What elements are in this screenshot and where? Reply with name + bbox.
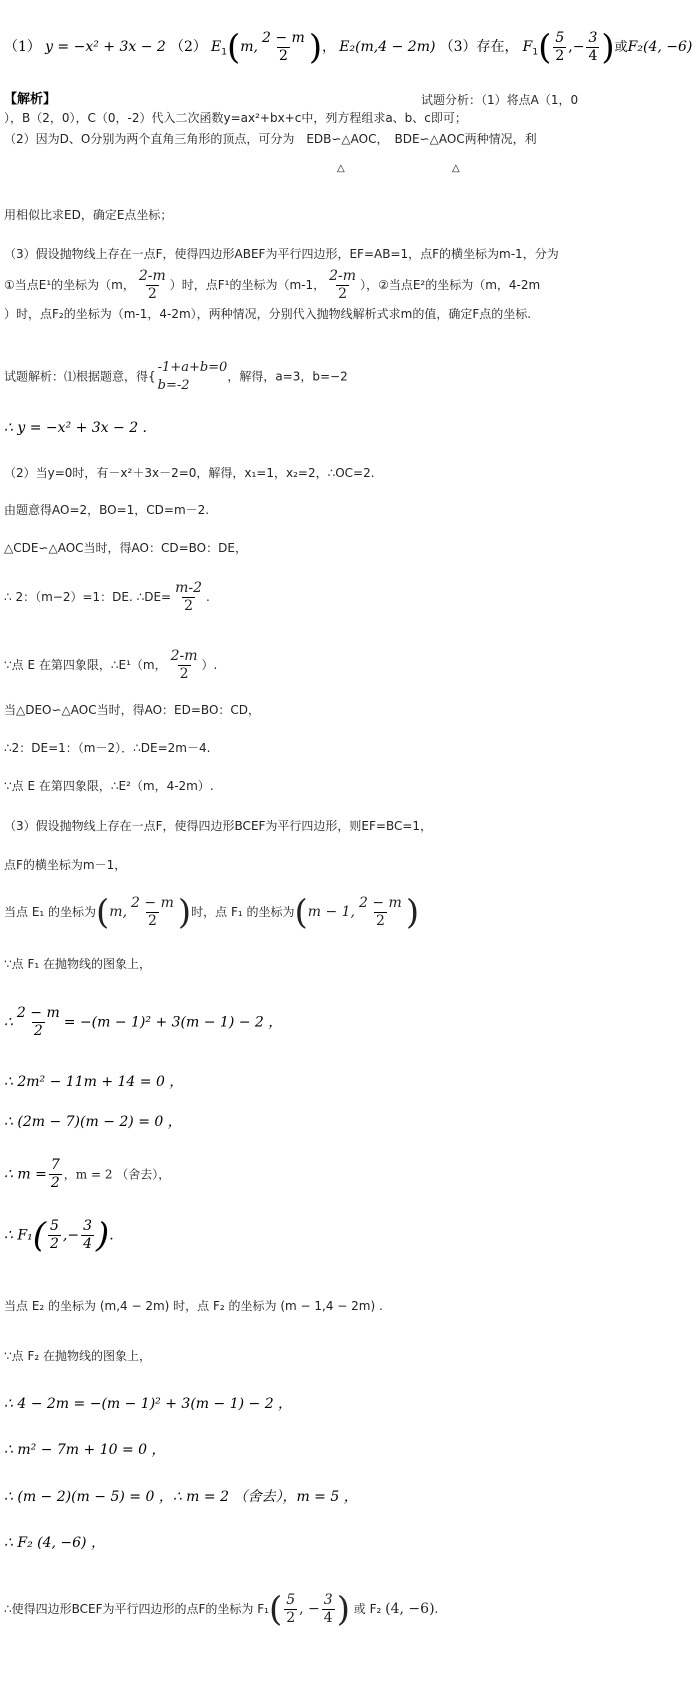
open-paren: ( — [294, 892, 308, 933]
solution-line15 — [4, 1005, 282, 1040]
s6-fraction — [173, 580, 204, 615]
s26-separator: , − — [299, 1601, 320, 1617]
solution-line16: ∴ 2m² − 11m + 14 = 0 ， — [4, 1074, 184, 1090]
s15-fraction — [15, 1005, 62, 1040]
line6-frac1-num: 2-m — [138, 268, 166, 284]
solution-line13 — [4, 892, 420, 933]
s13-num1: 2 − m — [131, 895, 174, 911]
line6-part-a: ①当点E¹的坐标为（m， — [4, 278, 135, 292]
analysis-line3: （2）因为D、O分别为两个直角三角形的顶点，可分为 EDB∽△AOC， BDE∽△AOC两种情况，利 — [4, 132, 537, 146]
f2-coordinate: F₂(4, −6) — [627, 39, 692, 55]
solution-line11: （3）假设抛物线上存在一点F，使得四边形BCEF为平行四边形，则EF=BC=1， — [4, 819, 433, 833]
s19-part-a: ∴ F₁ — [4, 1227, 33, 1244]
answer-summary — [4, 27, 692, 68]
solution-line9: ∴2：DE=1：（m－2）．∴DE=2m－4. — [4, 741, 211, 755]
line6-part-b: ）时，点F¹的坐标为（m-1， — [169, 278, 326, 292]
e1-label: E — [211, 39, 222, 55]
solution-line18 — [4, 1157, 170, 1192]
e2-coordinate: E₂(m,4 − 2m) — [339, 39, 436, 55]
s19-frac-x — [48, 1218, 61, 1253]
s13-part-a: 当点 E₁ 的坐标为 — [4, 905, 97, 919]
open-paren: ( — [538, 27, 552, 68]
system-eq1: -1+a+b=0 — [157, 360, 228, 375]
part2-label: （2） — [169, 39, 207, 55]
solution-line8: 当△DEO∽△AOC当时，得AO：ED=BO：CD， — [4, 703, 261, 717]
system-eq2: b=-2 — [157, 378, 190, 393]
solution-line22: ∴ 4 − 2m = −(m − 1)² + 3(m − 1) − 2 ， — [4, 1396, 293, 1412]
triangle-symbol: △ — [452, 163, 460, 174]
part3-label: （3）存在， — [439, 39, 519, 55]
close-paren: ) — [336, 1589, 350, 1630]
analysis-line2: ），B（2，0），C（0，-2）代入二次函数y=ax²+bx+c中，列方程组求a、b、c即可； — [4, 111, 467, 125]
s13-den2: 2 — [375, 913, 385, 929]
f1-frac-x — [553, 30, 566, 65]
e1-fraction — [260, 30, 307, 65]
equation-system — [158, 359, 228, 395]
s19-y-num: 3 — [83, 1218, 92, 1234]
therefore-symbol: ∴ — [4, 1014, 13, 1031]
s7-part-b: ）. — [201, 658, 218, 672]
s19-separator: ,− — [62, 1227, 80, 1244]
s7-num: 2-m — [170, 648, 198, 664]
solution-line20: 当点 E₂ 的坐标为 (m,4 − 2m) 时，点 F₂ 的坐标为 (m − 1,4 − 2m) . — [4, 1299, 383, 1313]
close-paren: ) — [601, 27, 615, 68]
e1-m: m, — [240, 39, 258, 55]
e1-denominator: 2 — [278, 48, 288, 64]
s26-end: . — [434, 1602, 439, 1616]
s18-num: 7 — [50, 1157, 60, 1173]
s18-part-b: ，m = 2 （舍去）， — [63, 1167, 171, 1182]
line6-frac2 — [327, 268, 358, 303]
s15-num: 2 − m — [16, 1005, 60, 1021]
s15-den: 2 — [33, 1023, 43, 1039]
f1-subscript: 1 — [532, 47, 539, 58]
s7-part-a: ∵点 E 在第四象限，∴E¹（m， — [4, 658, 167, 672]
analysis-line1: 试题分析：（1）将点A（1，0 — [421, 93, 579, 107]
line6-frac2-den: 2 — [338, 286, 348, 302]
s1-part-a: 试题解析：⑴根据题意，得{ — [4, 369, 156, 384]
s19-frac-y — [81, 1218, 94, 1253]
solution-line10: ∵点 E 在第四象限，∴E²（m，4-2m）. — [4, 779, 214, 793]
close-paren: ) — [177, 892, 192, 933]
line6-part-c: ），②当点E²的坐标为（m，4-2m — [360, 278, 541, 292]
s19-y-den: 4 — [83, 1236, 92, 1252]
s19-x-num: 5 — [49, 1218, 59, 1234]
triangle-symbol: △ — [337, 163, 345, 174]
s19-part-b: . — [109, 1227, 114, 1244]
e1-subscript: 1 — [221, 47, 227, 58]
f1-y-den: 4 — [588, 48, 598, 64]
s26-part-a: ∴使得四边形BCEF为平行四边形的点F的坐标为 F₁ — [4, 1602, 269, 1616]
s6-num: m-2 — [175, 580, 203, 596]
comma: ， — [322, 40, 336, 55]
parabola-equation: y = −x² + 3x − 2 — [45, 39, 166, 55]
solution-line7 — [4, 648, 217, 683]
close-paren: ) — [308, 27, 323, 68]
solution-line4: 由题意得AO=2，BO=1，CD=m－2. — [4, 503, 210, 517]
s6-den: 2 — [184, 598, 194, 614]
s18-den: 2 — [50, 1175, 60, 1191]
open-paren: ( — [32, 1215, 46, 1256]
solution-line1 — [4, 359, 348, 395]
solution-line6 — [4, 580, 210, 615]
analysis-line7: ）时，点F₂的坐标为（m-1，4-2m），两种情况，分别代入抛物线解析式求m的值，确定F点的坐标. — [4, 307, 532, 321]
solution-line14: ∵点 F₁ 在抛物线的图象上， — [4, 957, 151, 971]
s13-fraction1 — [129, 895, 176, 930]
f1-x-num: 5 — [555, 30, 565, 46]
s26-x-num: 5 — [286, 1592, 296, 1608]
s26-frac-y — [322, 1592, 335, 1627]
solution-line24: ∴ (m − 2)(m − 5) = 0 ，∴ m = 2 （舍去），m = 5 ， — [4, 1489, 358, 1505]
close-paren: ) — [405, 892, 420, 933]
s13-num2: 2 − m — [359, 895, 402, 911]
open-paren: ( — [96, 892, 110, 933]
s26-y-num: 3 — [323, 1592, 333, 1608]
line6-frac1-den: 2 — [147, 286, 157, 302]
s7-den: 2 — [179, 666, 189, 682]
s19-x-den: 2 — [49, 1236, 59, 1252]
s26-frac-x — [284, 1592, 297, 1627]
s15-part-b: = −(m − 1)² + 3(m − 1) − 2 ， — [63, 1014, 283, 1031]
s18-part-a: ∴ m = — [4, 1166, 47, 1183]
s1-part-b: ，解得，a=3，b=−2 — [227, 369, 348, 384]
s13-fraction2 — [357, 895, 404, 930]
open-paren: ( — [268, 1589, 283, 1630]
f1-separator: ,− — [568, 39, 585, 55]
f1-y-num: 3 — [588, 30, 598, 46]
s6-part-b: . — [206, 590, 210, 604]
s26-x-den: 2 — [286, 1610, 296, 1626]
s13-part-b: 时，点 F₁ 的坐标为 — [191, 905, 295, 919]
analysis-line6 — [4, 268, 540, 303]
s13-m1: m − 1, — [307, 904, 355, 920]
analysis-line5: （3）假设抛物线上存在一点F，使得四边形ABEF为平行四边形，EF=AB=1，点F的横坐标为m-1，分为 — [4, 247, 559, 261]
part1-label: （1） — [4, 39, 41, 55]
or-text: 或 — [614, 40, 628, 55]
solution-line21: ∵点 F₂ 在抛物线的图象上， — [4, 1349, 151, 1363]
s6-part-a: ∴ 2：（m−2）=1：DE. ∴DE= — [4, 590, 172, 604]
s26-y-den: 4 — [323, 1610, 333, 1626]
f1-label: F — [522, 39, 533, 55]
f1-x-den: 2 — [555, 48, 565, 64]
solution-line25: ∴ F₂ (4, −6) ， — [4, 1535, 105, 1551]
analysis-heading: 【解析】 — [4, 92, 57, 107]
f2-final: (4, −6) — [385, 1601, 435, 1617]
s18-fraction — [49, 1157, 62, 1192]
s26-part-b: 或 F₂ — [353, 1602, 382, 1616]
solution-line2: ∴ y = −x² + 3x − 2 . — [4, 420, 148, 436]
solution-line19 — [4, 1215, 114, 1256]
analysis-line4: 用相似比求ED，确定E点坐标； — [4, 208, 173, 222]
line6-frac2-num: 2-m — [329, 268, 357, 284]
f1-frac-y — [586, 30, 599, 65]
solution-line26 — [4, 1589, 439, 1630]
e1-numerator: 2 − m — [261, 30, 305, 46]
solution-line17: ∴ (2m − 7)(m − 2) = 0 ， — [4, 1114, 182, 1130]
close-paren: ) — [95, 1215, 110, 1256]
s7-fraction — [169, 648, 200, 683]
solution-line23: ∴ m² − 7m + 10 = 0 ， — [4, 1442, 166, 1458]
solution-line12: 点F的横坐标为m－1， — [4, 858, 127, 872]
s13-m: m, — [109, 904, 128, 920]
solution-line3: （2）当y=0时，有－x²＋3x－2=0，解得，x₁=1，x₂=2，∴OC=2. — [4, 466, 375, 480]
open-paren: ( — [226, 27, 241, 68]
line6-frac1 — [137, 268, 168, 303]
s13-den1: 2 — [147, 913, 157, 929]
solution-line5: △CDE∽△AOC当时，得AO：CD=BO：DE， — [4, 541, 247, 555]
